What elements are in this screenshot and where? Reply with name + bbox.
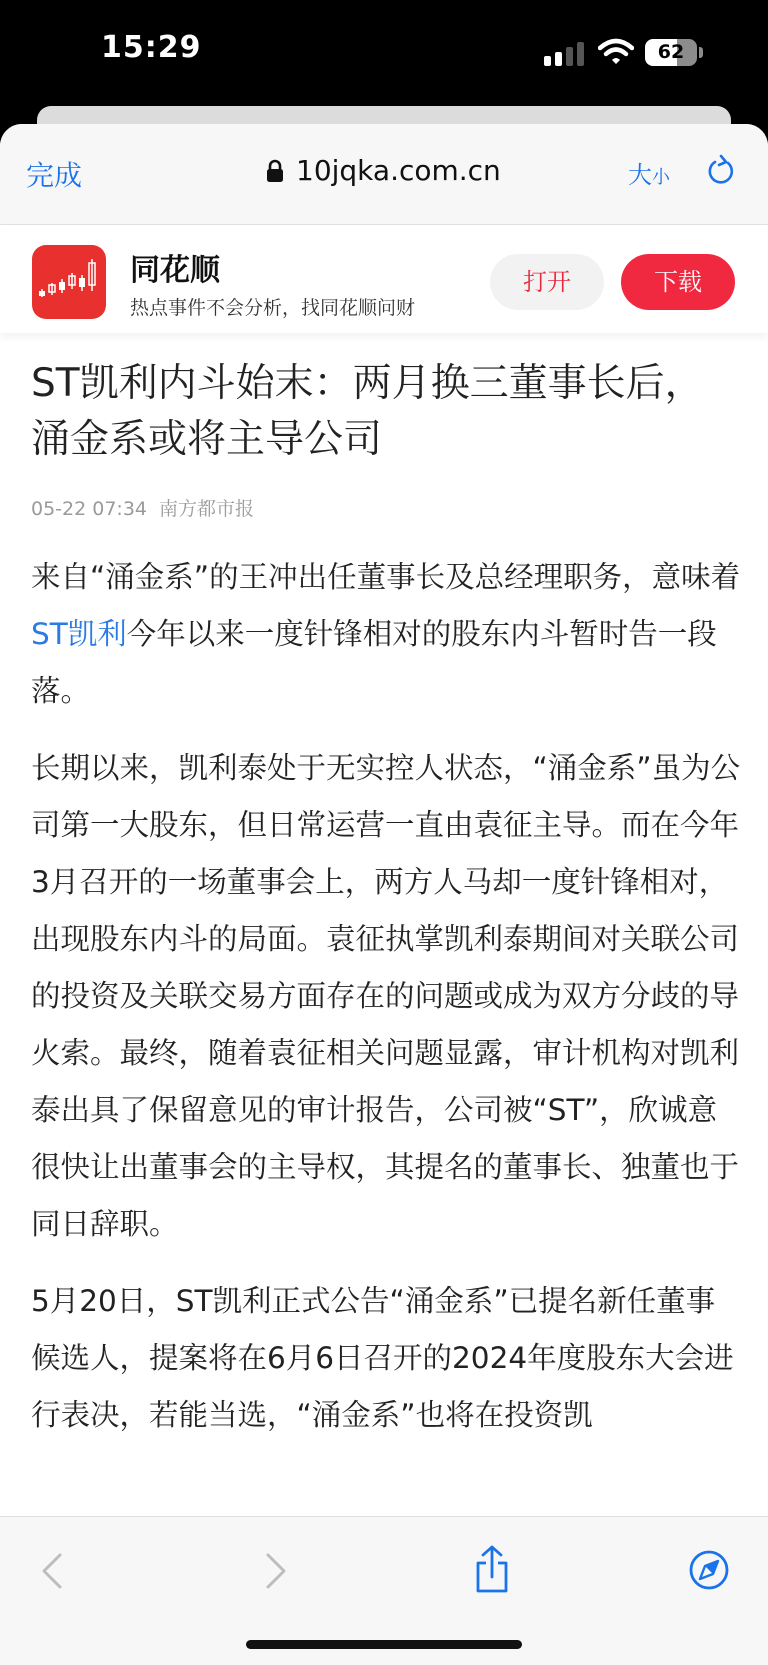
share-icon[interactable] [472, 1545, 512, 1593]
status-bar [0, 0, 768, 100]
home-indicator[interactable] [246, 1640, 522, 1649]
app-tagline: 热点事件不会分析，找同花顺问财 [130, 297, 416, 319]
browser-navbar [0, 124, 768, 225]
candlestick-logo-icon [32, 245, 106, 319]
forward-icon[interactable] [262, 1551, 290, 1591]
battery-cap [699, 47, 703, 58]
open-app-button[interactable]: 打开 [490, 254, 604, 310]
lock-icon [266, 159, 284, 183]
app-name: 同花顺 [130, 253, 220, 288]
browser-sheet [0, 124, 768, 1665]
article-title: ST凯利内斗始末：两月换三董事长后，涌金系或将主导公司 [31, 361, 704, 462]
battery-level: 62 [657, 41, 685, 63]
app-logo [32, 245, 106, 319]
stock-link[interactable]: ST凯利 [31, 617, 127, 651]
article-date: 05-22 07:34 [31, 498, 148, 520]
text-size-small-label: 小 [652, 167, 670, 188]
battery-icon [645, 39, 697, 66]
wifi-icon [598, 38, 634, 66]
article-meta [31, 494, 741, 521]
cellular-signal-icon [544, 42, 584, 66]
status-time: 15:29 [101, 30, 202, 65]
article-paragraph-2: 长期以来，凯利泰处于无实控人状态，“涌金系”虽为公司第一大股东，但日常运营一直由袁征主导。而在今年3月召开的一场董事会上，两方人马却一度针锋相对，出现股东内斗的局面。袁征执掌凯利泰期间对关联公司的投资及关联交易方面存在的问题或成为双方分歧的导火索。最终，随着袁征相关问题显露，审计机构对凯利泰出具了保留意见的审计报告，公司被“ST”，欣诚意很快让出董事会的主导权，其提名的董事长、独董也于同日辞职。 [31, 751, 741, 1241]
address-bar[interactable] [266, 154, 501, 187]
app-banner [0, 225, 768, 333]
reload-icon[interactable] [706, 154, 736, 188]
text-size-button[interactable] [628, 155, 670, 190]
paragraph-1-text-after: 今年以来一度针锋相对的股东内斗暂时告一段落。 [31, 617, 717, 708]
back-icon[interactable] [38, 1551, 66, 1591]
article-source[interactable]: 南方都市报 [159, 498, 255, 520]
paragraph-1-text-before: 来自“涌金系”的王冲出任董事长及总经理职务，意味着 [31, 560, 741, 594]
article [31, 356, 741, 1444]
article-paragraph-3: 5月20日，ST凯利正式公告“涌金系”已提名新任董事候选人，提案将在6月6日召开的2024年度股东大会进行表决，若能当选，“涌金系”也将在投资凯 [31, 1284, 734, 1432]
text-size-big-label: 大 [628, 161, 652, 189]
url-text: 10jqka.com.cn [296, 154, 501, 187]
compass-icon[interactable] [688, 1549, 730, 1591]
done-button[interactable]: 完成 [26, 159, 83, 192]
article-paragraph-1 [31, 549, 741, 720]
download-app-button[interactable]: 下载 [621, 254, 735, 310]
